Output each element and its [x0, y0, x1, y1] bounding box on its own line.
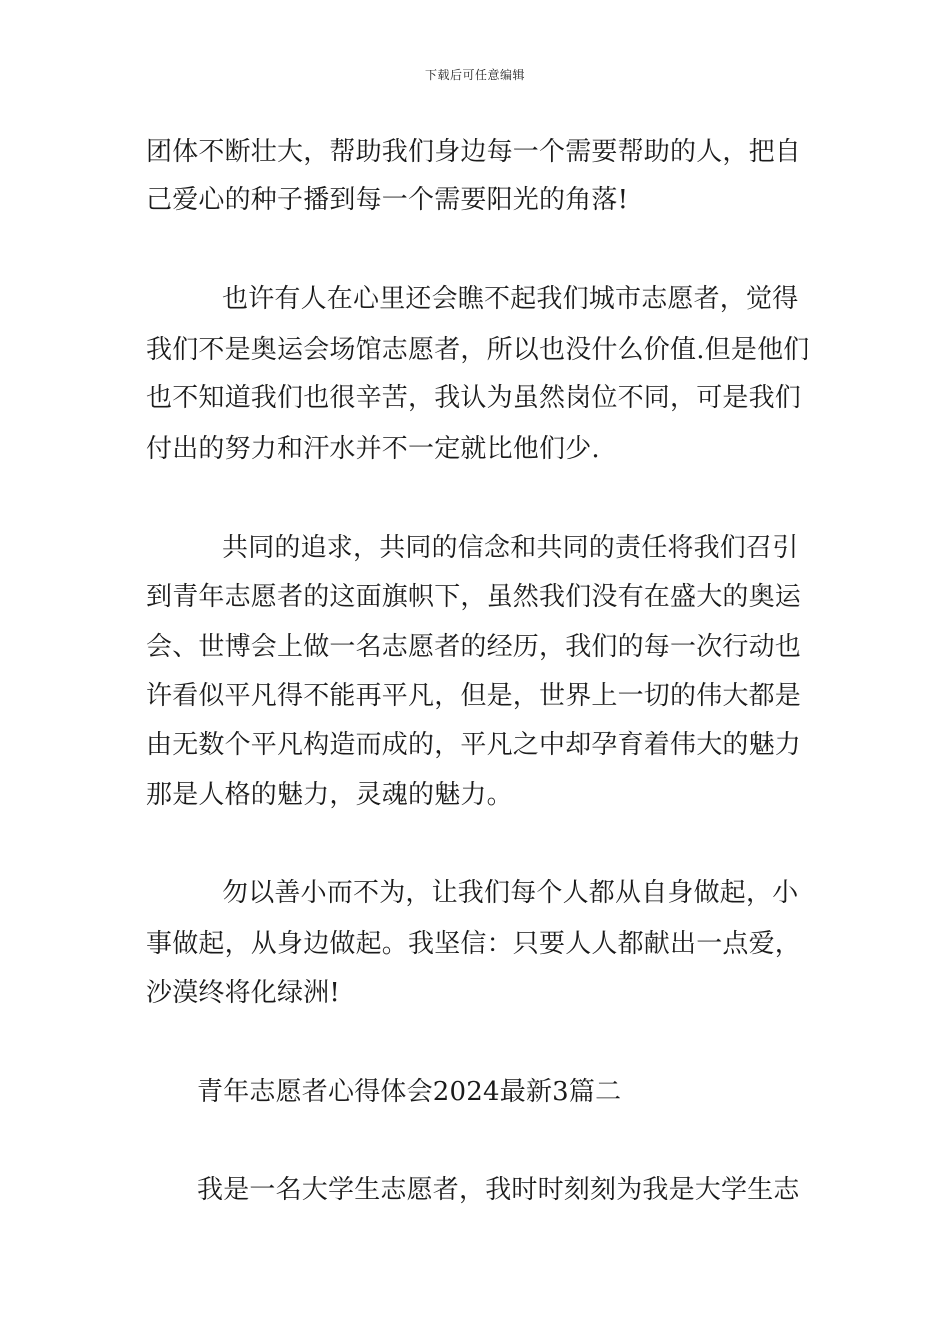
- text-line: 也不知道我们也很辛苦，我认为虽然岗位不同，可是我们: [146, 383, 802, 413]
- text-line: 勿以善小而不为，让我们每个人都从自身做起，小: [222, 878, 799, 908]
- text-line: 己爱心的种子播到每一个需要阳光的角落!: [146, 185, 629, 215]
- section-heading: 青年志愿者心得体会2024最新3篇二: [197, 1077, 622, 1107]
- text-line: 团体不断壮大，帮助我们身边每一个需要帮助的人，把自: [146, 137, 802, 167]
- page-header: 下载后可任意编辑: [424, 68, 525, 82]
- text-line: 也许有人在心里还会瞧不起我们城市志愿者，觉得: [222, 284, 799, 314]
- text-line: 由无数个平凡构造而成的，平凡之中却孕育着伟大的魅力: [146, 730, 802, 760]
- text-line: 会、世博会上做一名志愿者的经历，我们的每一次行动也: [146, 632, 802, 662]
- text-line: 共同的追求，共同的信念和共同的责任将我们召引: [222, 533, 799, 563]
- text-line: 许看似平凡得不能再平凡，但是，世界上一切的伟大都是: [146, 681, 802, 711]
- text-line: 事做起，从身边做起。我坚信：只要人人都献出一点爱，: [146, 929, 802, 959]
- text-line: 到青年志愿者的这面旗帜下，虽然我们没有在盛大的奥运: [146, 582, 802, 612]
- text-line: 付出的努力和汗水并不一定就比他们少.: [146, 434, 600, 464]
- text-line: 我是一名大学生志愿者，我时时刻刻为我是大学生志: [197, 1175, 800, 1205]
- text-line: 沙漠终将化绿洲!: [146, 978, 341, 1008]
- text-line: 那是人格的魅力，灵魂的魅力。: [146, 780, 513, 810]
- text-line: 我们不是奥运会场馆志愿者，所以也没什么价值.但是他们: [146, 335, 810, 365]
